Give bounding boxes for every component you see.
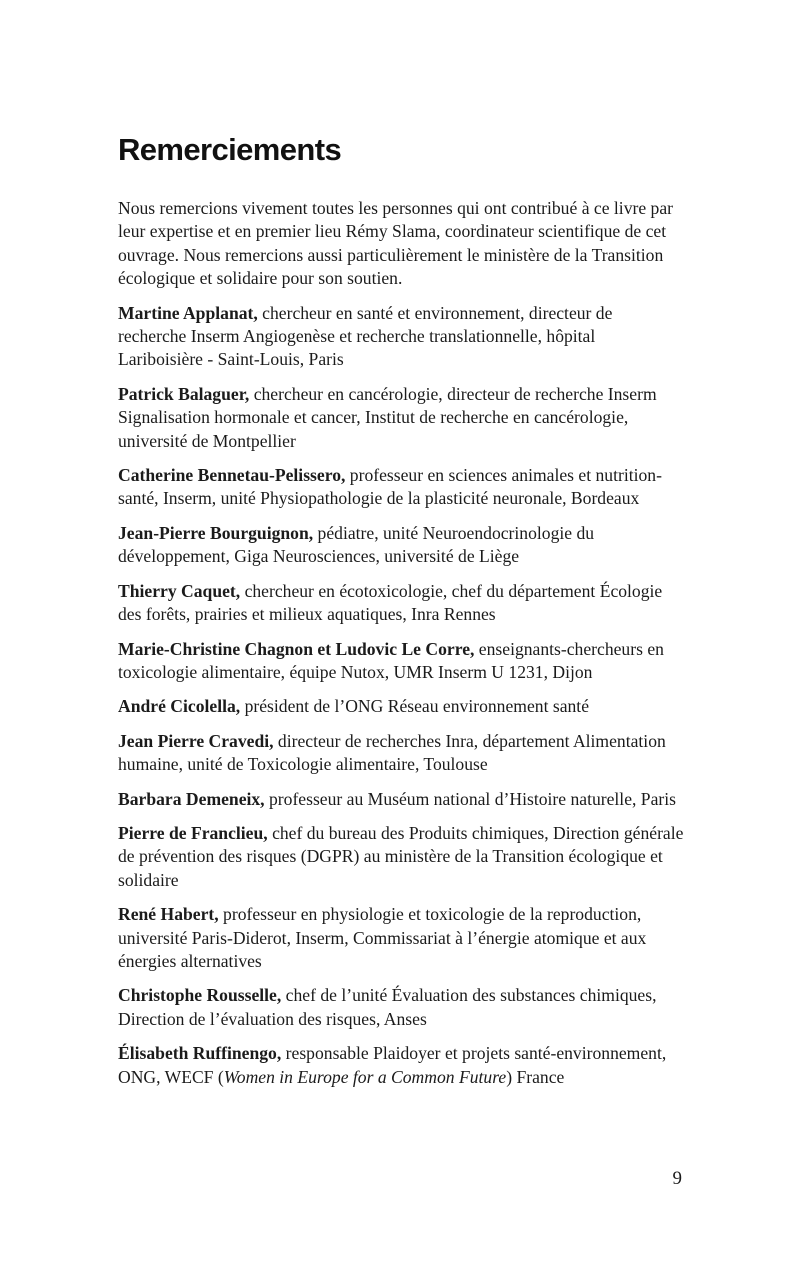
person-description: chercheur en écotoxicologie, chef du département Écologie des forêts, prairies et milieux aquatiques, Inra Rennes <box>118 580 663 625</box>
page-number: 9 <box>672 1168 682 1189</box>
person-description: directeur de recherches Inra, département Alimentation humaine, unité de Toxicologie alimentaire, Toulouse <box>118 730 666 775</box>
person-description: enseignants-chercheurs en toxicologie alimentaire, équipe Nutox, UMR Inserm U 1231, Dijon <box>118 638 664 682</box>
person-name: Pierre de Franclieu, <box>118 822 268 843</box>
person-name: René Habert, <box>118 904 219 925</box>
person-description: chercheur en cancérologie, directeur de recherche Inserm Signalisation hormonale et cancer, Institut de recherche en cancérologie, université de Montpellier <box>118 383 657 451</box>
acknowledgement-entry <box>118 522 684 569</box>
person-name: Christophe Rousselle, <box>118 985 282 1006</box>
intro-paragraph: Nous remercions vivement toutes les personnes qui ont contribué à ce livre par leur expertise et en premier lieu Rémy Slama, coordinateur scientifique de cet ouvrage. Nous remercions aussi particulièrement le ministère de la Transition écologique et solidaire pour son soutien. <box>118 198 674 289</box>
acknowledgement-entry <box>118 302 684 372</box>
person-description: président de l’ONG Réseau environnement santé <box>240 696 590 717</box>
acknowledgement-entry <box>118 383 684 453</box>
person-name: Jean-Pierre Bourguignon, <box>118 522 314 543</box>
person-description: responsable Plaidoyer et projets santé-environnement, ONG, WECF ( <box>118 1043 667 1087</box>
person-name: Catherine Bennetau-Pelissero, <box>118 465 346 486</box>
acknowledgement-entry <box>118 1042 684 1089</box>
person-description: chef de l’unité Évaluation des substances chimiques, Direction de l’évaluation des risques, Anses <box>118 985 657 1029</box>
acknowledgement-entry <box>118 580 684 627</box>
person-name: Martine Applanat, <box>118 302 258 323</box>
organization-full-name-italic: Women in Europe for a Common Future <box>223 1066 507 1087</box>
acknowledgement-entry <box>118 695 684 718</box>
person-description: chef du bureau des Produits chimiques, Direction générale de prévention des risques (DGPR) au ministère de la Transition écologique et solidaire <box>118 822 684 890</box>
acknowledgement-entry <box>118 730 684 777</box>
acknowledgement-entry <box>118 788 684 811</box>
person-name: Jean Pierre Cravedi, <box>118 730 274 751</box>
person-name: Patrick Balaguer, <box>118 383 250 404</box>
person-name: André Cicolella, <box>118 696 241 717</box>
acknowledgement-entry <box>118 903 684 973</box>
person-description: professeur en physiologie et toxicologie de la reproduction, université Paris-Diderot, Inserm, Commissariat à l’énergie atomique et aux énergies alternatives <box>118 904 647 971</box>
person-name: Thierry Caquet, <box>118 580 241 601</box>
person-description: professeur en sciences animales et nutrition-santé, Inserm, unité Physiopathologie de la plasticité neuronale, Bordeaux <box>118 465 662 509</box>
person-name: Élisabeth Ruffinengo, <box>118 1043 282 1064</box>
person-description-tail: ) France <box>506 1066 565 1087</box>
acknowledgement-entry <box>118 638 684 685</box>
page-title: Remerciements <box>118 132 342 167</box>
person-description: professeur au Muséum national d’Histoire naturelle, Paris <box>264 788 676 809</box>
person-name: Marie-Christine Chagnon et Ludovic Le Corre, <box>118 638 475 659</box>
person-description: chercheur en santé et environnement, directeur de recherche Inserm Angiogenèse et recherche translationnelle, hôpital Lariboisière - Saint-Louis, Paris <box>118 302 613 370</box>
person-description: pédiatre, unité Neuroendocrinologie du développement, Giga Neurosciences, université de Liège <box>118 522 595 567</box>
person-name: Barbara Demeneix, <box>118 788 265 809</box>
text-column <box>118 133 684 1089</box>
acknowledgement-entry <box>118 984 684 1031</box>
acknowledgement-entry <box>118 822 684 892</box>
acknowledgement-entry <box>118 464 684 511</box>
